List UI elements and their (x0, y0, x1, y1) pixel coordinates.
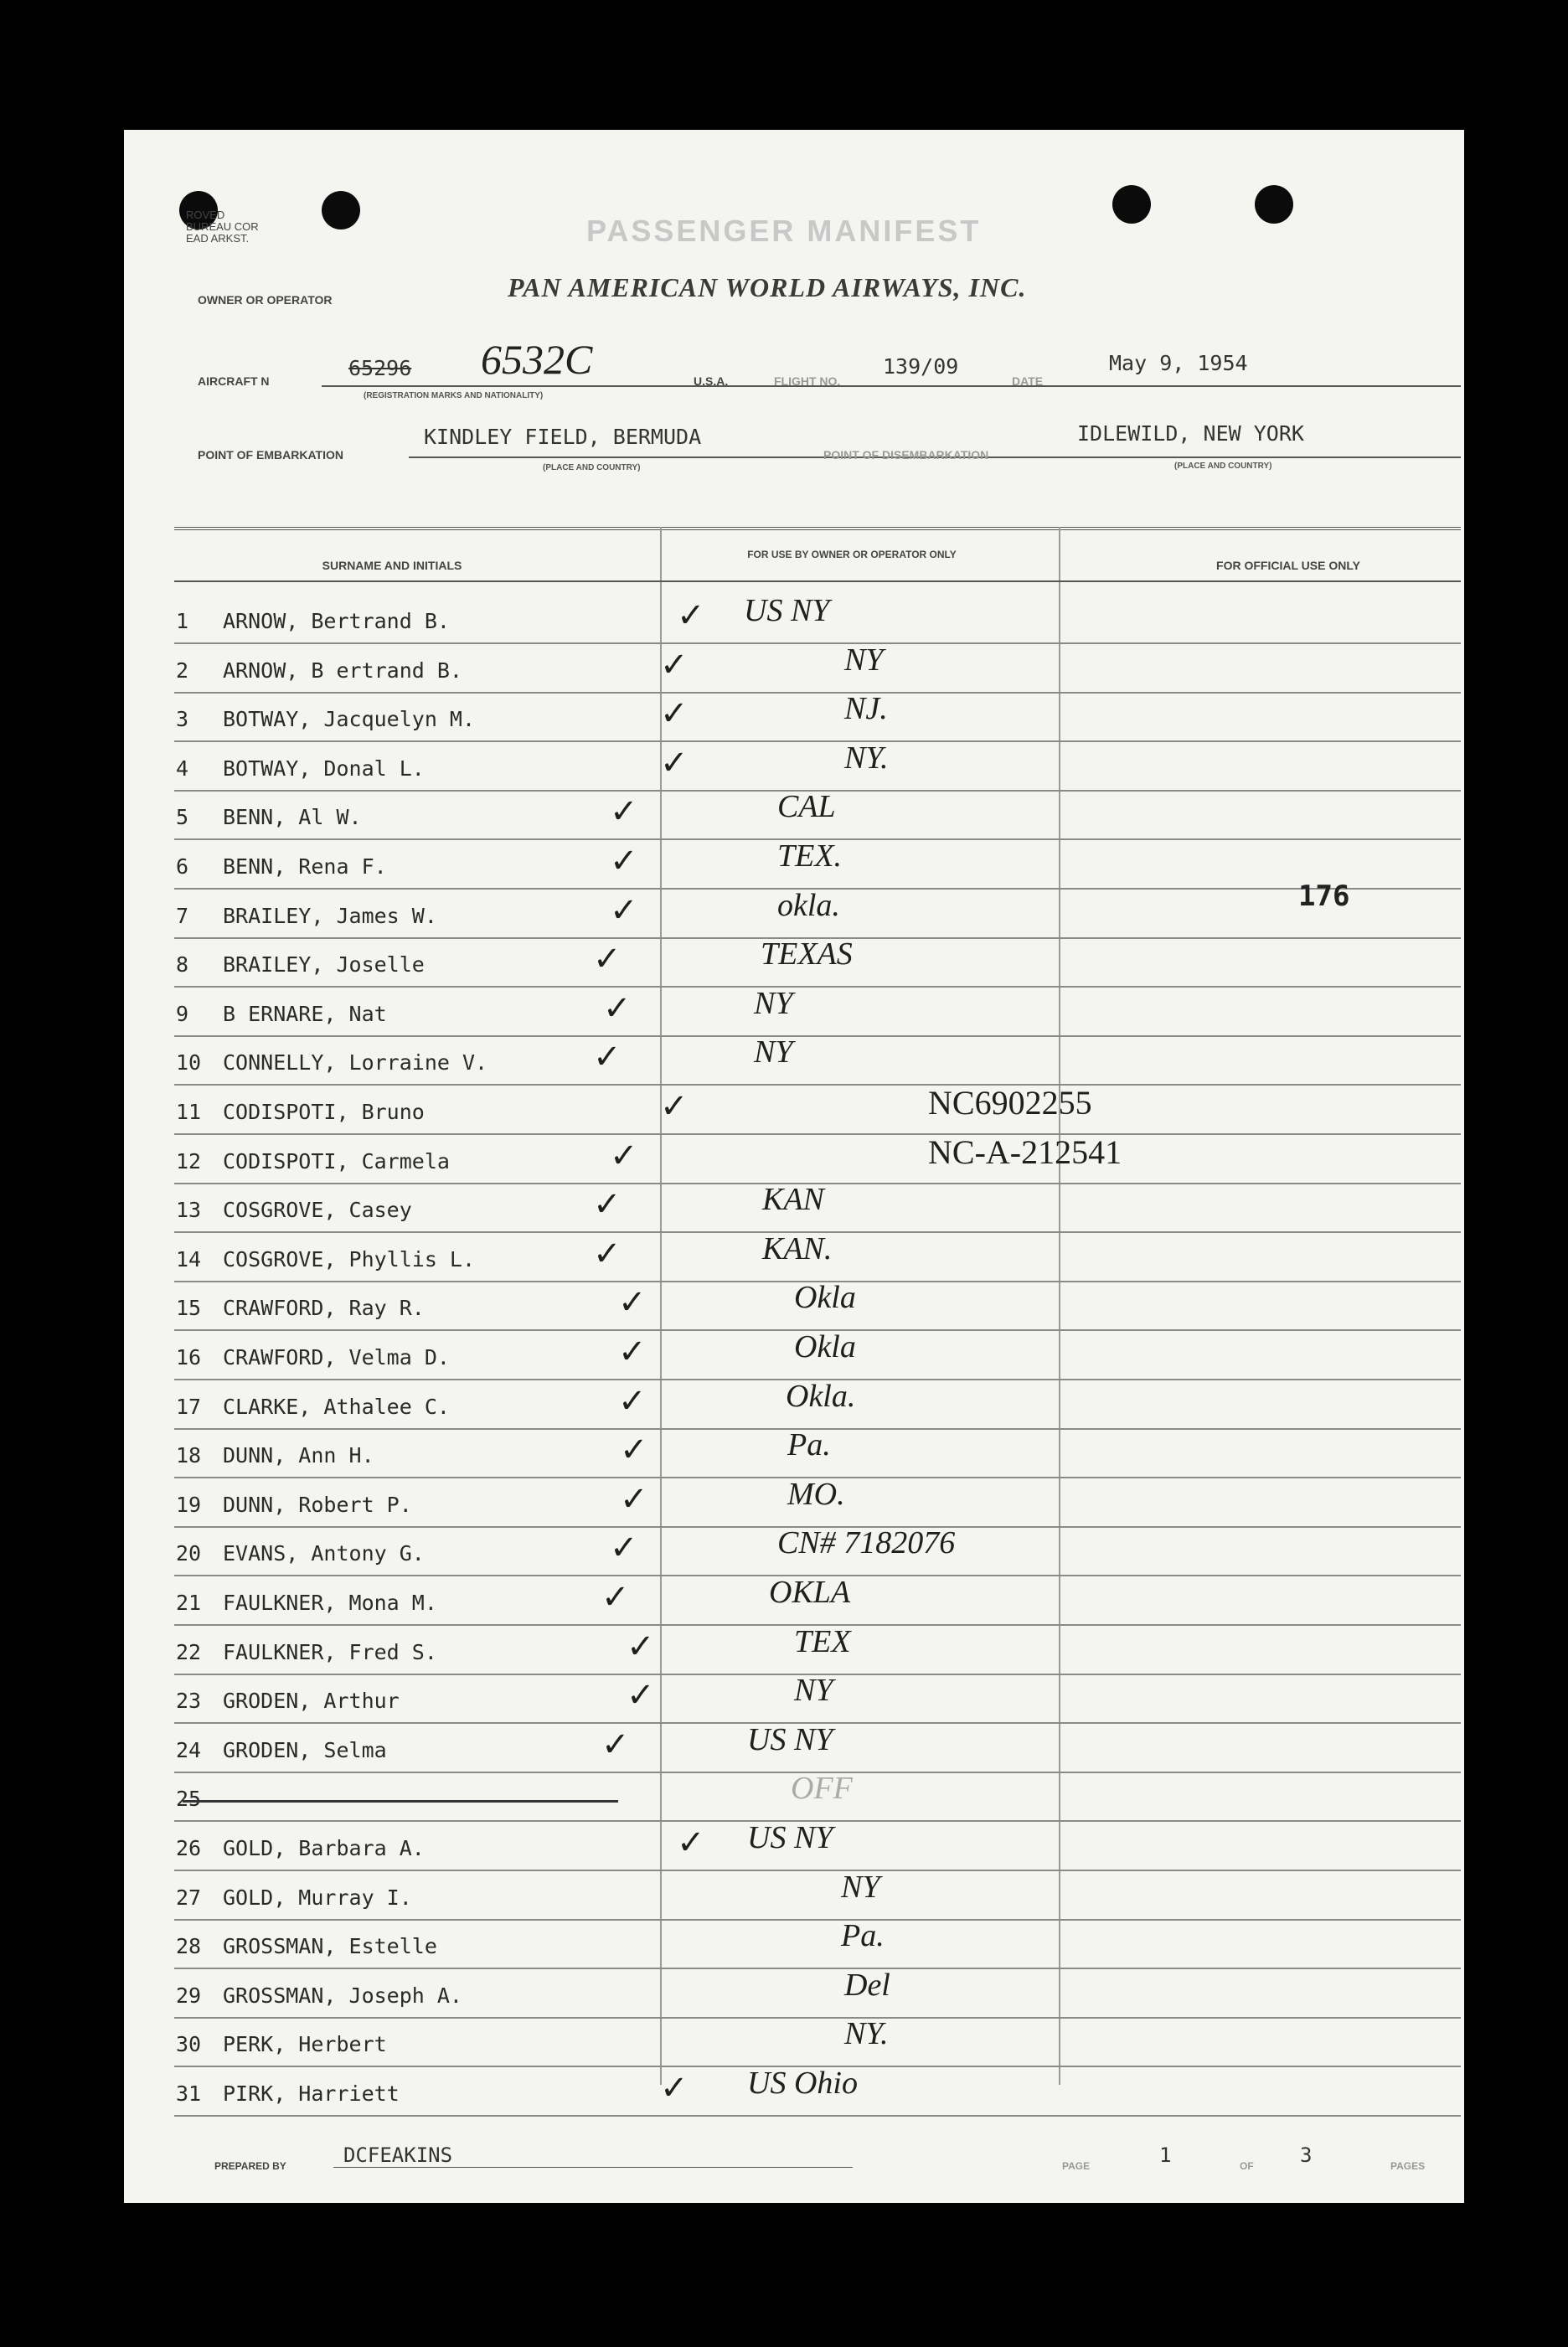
passenger-name: BRAILEY, James W. (223, 904, 437, 928)
row-divider (174, 1084, 1461, 1086)
form-title: PASSENGER MANIFEST (586, 214, 982, 248)
col-header-name: SURNAME AND INITIALS (322, 559, 462, 572)
passenger-name: CRAWFORD, Ray R. (223, 1296, 425, 1320)
page-label: PAGE (1062, 2160, 1091, 2172)
passenger-number: 17 (176, 1395, 202, 1419)
column-divider (1059, 527, 1060, 2085)
passenger-name: GRODEN, Selma (223, 1738, 387, 1762)
passenger-number: 13 (176, 1198, 202, 1222)
row-divider (174, 2017, 1461, 2019)
passenger-name: ARNOW, Bertrand B. (223, 609, 450, 633)
handwritten-note: Del (844, 1968, 890, 2003)
passenger-number: 11 (176, 1100, 202, 1124)
passenger-row (176, 854, 387, 879)
passenger-name: CLARKE, Athalee C. (223, 1395, 450, 1419)
check-mark-icon: ✓ (660, 694, 689, 732)
passenger-name: FAULKNER, Fred S. (223, 1640, 437, 1664)
passenger-number: 2 (176, 658, 189, 683)
passenger-row (176, 707, 475, 731)
passenger-number: 21 (176, 1591, 202, 1615)
passenger-row (176, 1738, 387, 1762)
passenger-name: DUNN, Ann H. (223, 1443, 374, 1468)
punch-hole-icon (322, 191, 360, 230)
passenger-name: ARNOW, B ertrand B. (223, 658, 462, 683)
check-mark-icon: ✓ (593, 1235, 622, 1272)
passenger-name: GROSSMAN, Estelle (223, 1934, 437, 1958)
check-mark-icon: ✓ (620, 1431, 648, 1468)
company-name: PAN AMERICAN WORLD AIRWAYS, INC. (508, 272, 1027, 302)
check-mark-icon: ✓ (660, 1087, 689, 1125)
passenger-row (176, 658, 462, 683)
total-pages: 3 (1300, 2143, 1313, 2167)
handwritten-note: NY (844, 642, 884, 678)
row-divider (174, 740, 1461, 742)
passenger-number: 18 (176, 1443, 202, 1468)
passenger-number: 10 (176, 1050, 202, 1075)
passenger-number: 23 (176, 1689, 202, 1713)
passenger-number: 9 (176, 1002, 189, 1026)
flight-number: 139/09 (883, 354, 959, 379)
passenger-row (176, 1443, 374, 1468)
aircraft-typed-number: 65296 (348, 356, 412, 380)
passenger-number: 8 (176, 952, 189, 977)
handwritten-note: Okla (794, 1329, 856, 1364)
handwritten-note: Okla. (786, 1379, 856, 1414)
passenger-number: 14 (176, 1247, 202, 1272)
passenger-row (176, 1345, 450, 1370)
check-mark-icon: ✓ (603, 989, 632, 1027)
handwritten-note: MO. (787, 1477, 845, 1512)
passenger-name: BENN, Rena F. (223, 854, 387, 879)
handwritten-note: OFF (791, 1771, 853, 1806)
handwritten-note: US NY (747, 1820, 833, 1855)
passenger-number: 24 (176, 1738, 202, 1762)
check-mark-icon: ✓ (677, 1823, 705, 1861)
passenger-row (176, 1247, 475, 1272)
passenger-number: 29 (176, 1983, 202, 2008)
handwritten-note: Okla (794, 1280, 856, 1315)
check-mark-icon: ✓ (660, 2069, 689, 2107)
handwritten-note: NJ. (844, 691, 888, 726)
passenger-number: 26 (176, 1836, 202, 1860)
prepared-underline (333, 2167, 853, 2168)
check-mark-icon: ✓ (610, 891, 638, 929)
passenger-name: GOLD, Barbara A. (223, 1836, 425, 1860)
passenger-row (176, 805, 362, 829)
col-header-owner: FOR USE BY OWNER OR OPERATOR ONLY (747, 549, 957, 560)
row-divider (174, 642, 1461, 644)
pages-label: PAGES (1390, 2160, 1426, 2172)
passenger-name: PIRK, Harriett (223, 2081, 400, 2106)
row-divider (174, 2115, 1461, 2117)
passenger-name: CODISPOTI, Carmela (223, 1149, 450, 1174)
flight-label: FLIGHT NO. (774, 374, 841, 388)
check-mark-icon: ✓ (677, 596, 705, 634)
handwritten-note: KAN (762, 1182, 824, 1217)
manifest-sheet (124, 130, 1464, 2203)
check-mark-icon: ✓ (618, 1382, 647, 1420)
passenger-number: 12 (176, 1149, 202, 1174)
passenger-name: CODISPOTI, Bruno (223, 1100, 425, 1124)
handwritten-note: NY. (844, 2016, 889, 2051)
aircraft-handwritten-number: 6532C (481, 336, 593, 383)
passenger-row (176, 1934, 437, 1958)
passenger-number: 5 (176, 805, 189, 829)
approval-stamp (186, 209, 259, 245)
passenger-row (176, 904, 437, 928)
passenger-row (176, 1983, 462, 2008)
passenger-number: 27 (176, 1885, 202, 1910)
passenger-number: 6 (176, 854, 189, 879)
row-divider (174, 1919, 1461, 1921)
page-number: 1 (1159, 2143, 1172, 2167)
aircraft-label: AIRCRAFT N (198, 374, 270, 388)
check-mark-icon: ✓ (620, 1480, 648, 1518)
passenger-row (176, 1395, 450, 1419)
punch-hole-icon (1255, 185, 1293, 224)
stamp-line: ROVED (186, 209, 225, 221)
col-header-official: FOR OFFICIAL USE ONLY (1216, 559, 1360, 572)
embarkation-label: POINT OF EMBARKATION (198, 448, 343, 462)
check-mark-icon: ✓ (660, 646, 689, 683)
check-mark-icon: ✓ (618, 1333, 647, 1370)
handwritten-note: Pa. (787, 1427, 831, 1462)
passenger-row (176, 1591, 437, 1615)
passenger-row (176, 1885, 412, 1910)
aircraft-underline (322, 385, 1461, 387)
check-mark-icon: ✓ (610, 1529, 638, 1566)
of-label: OF (1240, 2160, 1254, 2172)
passenger-name: FAULKNER, Mona M. (223, 1591, 437, 1615)
place-sublabel: (PLACE AND COUNTRY) (543, 463, 641, 472)
place-sublabel: (PLACE AND COUNTRY) (1174, 462, 1272, 471)
passenger-number: 20 (176, 1541, 202, 1566)
passenger-name: EVANS, Antony G. (223, 1541, 425, 1566)
check-mark-icon: ✓ (593, 940, 622, 977)
passenger-name: GOLD, Murray I. (223, 1885, 412, 1910)
passenger-number: 1 (176, 609, 189, 633)
passenger-row (176, 609, 450, 633)
registration-sublabel: (REGISTRATION MARKS AND NATIONALITY) (364, 391, 544, 400)
check-mark-icon: ✓ (593, 1185, 622, 1223)
row-divider (174, 1133, 1461, 1135)
passenger-name: GROSSMAN, Joseph A. (223, 1983, 462, 2008)
passenger-name: CONNELLY, Lorraine V. (223, 1050, 488, 1075)
embarkation-value: KINDLEY FIELD, BERMUDA (424, 425, 702, 449)
passenger-name: GRODEN, Arthur (223, 1689, 400, 1713)
row-divider (174, 692, 1461, 694)
handwritten-note: NY (754, 986, 793, 1021)
passenger-number: 16 (176, 1345, 202, 1370)
passenger-number: 30 (176, 2032, 202, 2056)
check-mark-icon: ✓ (610, 792, 638, 830)
check-mark-icon: ✓ (627, 1627, 655, 1665)
header-bottom-rule (174, 580, 1461, 582)
check-mark-icon: ✓ (601, 1578, 630, 1616)
passenger-number: 4 (176, 756, 189, 781)
passenger-number: 3 (176, 707, 189, 731)
passenger-row (176, 1640, 437, 1664)
passenger-row (176, 1198, 412, 1222)
punch-hole-icon (1112, 185, 1151, 224)
handwritten-note: US Ohio (747, 2066, 858, 2101)
check-mark-icon: ✓ (627, 1676, 655, 1714)
passenger-name: B ERNARE, Nat (223, 1002, 387, 1026)
handwritten-note: NY (794, 1673, 833, 1708)
handwritten-note: okla. (777, 888, 840, 923)
passenger-row (176, 1149, 450, 1174)
passenger-number: 25 (176, 1787, 202, 1811)
passenger-row (176, 1787, 223, 1811)
prepared-by-value: DCFEAKINS (343, 2143, 453, 2167)
row-divider (174, 1870, 1461, 1871)
strikethrough-line (183, 1800, 618, 1803)
handwritten-note: US NY (744, 593, 830, 628)
check-mark-icon: ✓ (601, 1725, 630, 1763)
passenger-name: COSGROVE, Phyllis L. (223, 1247, 476, 1272)
passenger-name: BRAILEY, Joselle (223, 952, 425, 977)
row-divider (174, 986, 1461, 988)
stamp-line: EAD ARKST. (186, 232, 250, 245)
check-mark-icon: ✓ (610, 842, 638, 879)
passenger-number: 22 (176, 1640, 202, 1664)
passenger-number: 19 (176, 1493, 202, 1517)
passenger-name: CRAWFORD, Velma D. (223, 1345, 450, 1370)
passenger-name: BOTWAY, Donal L. (223, 756, 425, 781)
passenger-name: PERK, Herbert (223, 2032, 387, 2056)
passenger-row (176, 756, 425, 781)
handwritten-note: NY. (844, 740, 889, 776)
passenger-name: COSGROVE, Casey (223, 1198, 412, 1222)
disembarkation-value: IDLEWILD, NEW YORK (1077, 421, 1304, 446)
passenger-row (176, 952, 425, 977)
stamp-line: BUREAU COR (186, 220, 259, 233)
handwritten-note: NC6902255 (928, 1084, 1092, 1122)
passenger-number: 15 (176, 1296, 202, 1320)
handwritten-note: TEX (794, 1624, 851, 1659)
check-mark-icon: ✓ (660, 744, 689, 781)
passenger-row (176, 2032, 387, 2056)
passenger-number: 7 (176, 904, 189, 928)
handwritten-note: CN# 7182076 (777, 1525, 956, 1560)
handwritten-note: KAN. (762, 1231, 833, 1266)
passenger-number: 28 (176, 1934, 202, 1958)
flight-date: May 9, 1954 (1109, 351, 1248, 375)
row-divider (174, 1035, 1461, 1037)
check-mark-icon: ✓ (618, 1283, 647, 1321)
passenger-row (176, 1836, 425, 1860)
official-number: 176 (1298, 879, 1350, 913)
handwritten-note: US NY (747, 1722, 833, 1757)
passenger-row (176, 1002, 387, 1026)
table-top-rule (174, 527, 1461, 530)
handwritten-note: TEX. (777, 838, 843, 874)
disembarkation-label: POINT OF DISEMBARKATION (823, 448, 989, 462)
passenger-row (176, 2081, 400, 2106)
check-mark-icon: ✓ (593, 1038, 622, 1075)
date-label: DATE (1012, 374, 1044, 388)
handwritten-note: NY (841, 1870, 880, 1905)
owner-label: OWNER OR OPERATOR (198, 293, 333, 307)
passenger-name: DUNN, Robert P. (223, 1493, 412, 1517)
passenger-row (176, 1541, 425, 1566)
passenger-row (176, 1296, 425, 1320)
passenger-name: BENN, Al W. (223, 805, 362, 829)
handwritten-note: CAL (777, 789, 836, 824)
handwritten-note: OKLA (769, 1575, 851, 1610)
handwritten-note: NY (754, 1034, 793, 1070)
nationality-label: U.S.A. (694, 374, 729, 388)
row-divider (174, 1968, 1461, 1969)
passenger-row (176, 1050, 487, 1075)
handwritten-note: NC-A-212541 (928, 1133, 1122, 1171)
passenger-name: BOTWAY, Jacquelyn M. (223, 707, 476, 731)
passenger-row (176, 1689, 400, 1713)
handwritten-note: Pa. (841, 1918, 885, 1953)
prepared-by-label: PREPARED BY (214, 2160, 286, 2172)
check-mark-icon: ✓ (610, 1137, 638, 1174)
handwritten-note: TEXAS (761, 936, 853, 972)
passenger-number: 31 (176, 2081, 202, 2106)
passenger-row (176, 1493, 412, 1517)
passenger-row (176, 1100, 425, 1124)
